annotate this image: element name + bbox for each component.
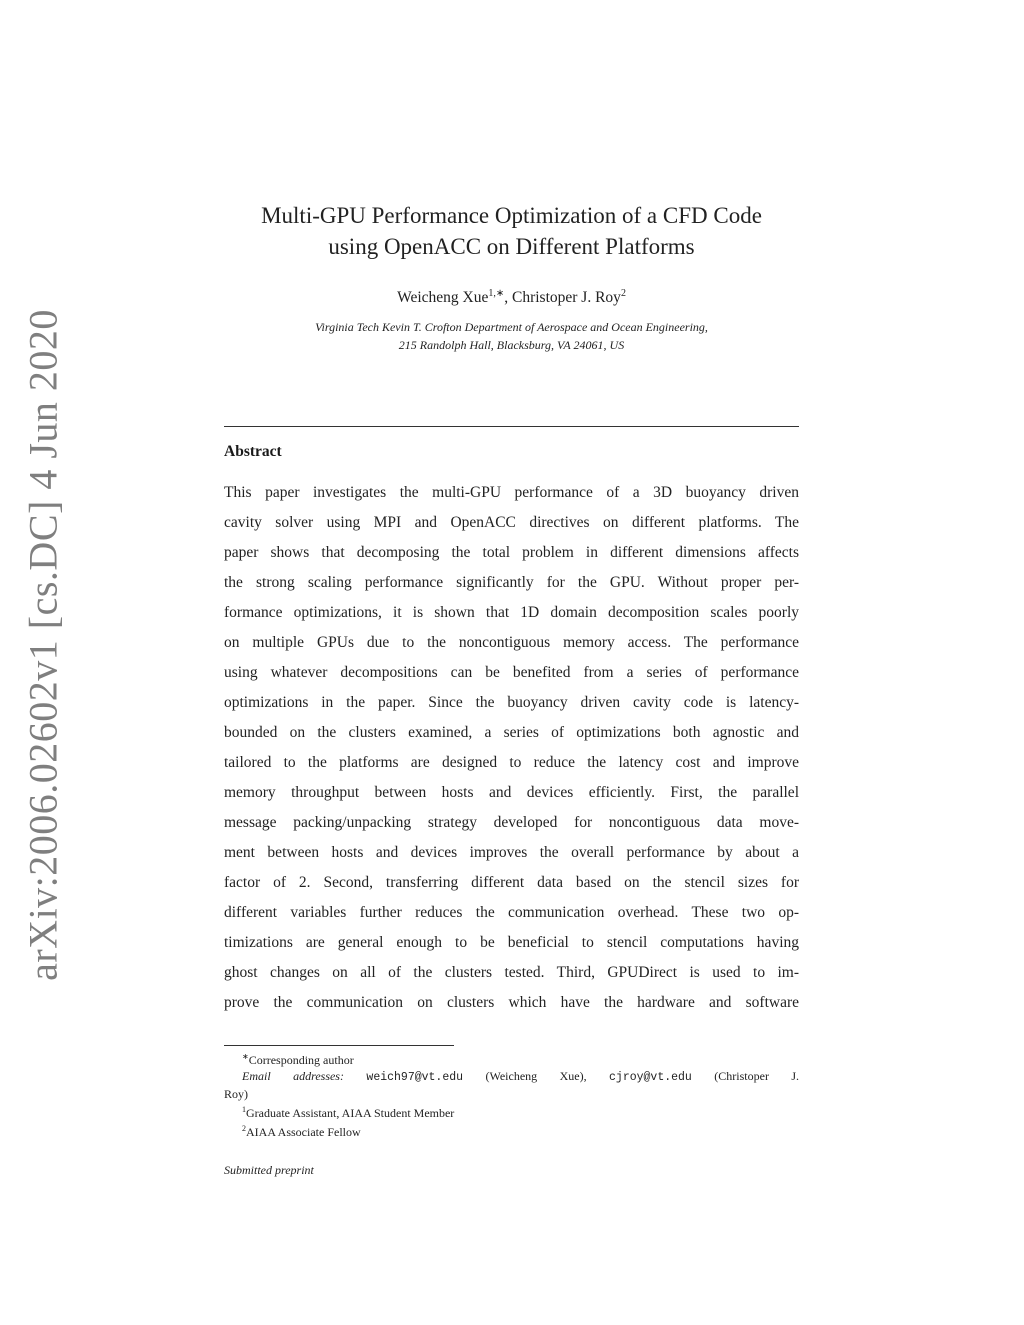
abstract-line: memory throughput between hosts and devices efficiently. First, the parallel bbox=[224, 784, 799, 801]
abstract-line: formance optimizations, it is shown that 1D domain decomposition scales poorly bbox=[224, 604, 799, 621]
abstract-line: bounded on the clusters examined, a series of optimizations both agnostic and bbox=[224, 724, 799, 741]
footnote-corresponding-text: Corresponding author bbox=[248, 1053, 354, 1067]
abstract-line: different variables further reduces the communication overhead. These two op- bbox=[224, 904, 799, 921]
footnote-divider bbox=[224, 1045, 454, 1046]
author-list bbox=[224, 288, 799, 307]
header-divider bbox=[224, 426, 799, 427]
arxiv-identifier-stamp: arXiv:2006.02602v1 [cs.DC] 4 Jun 2020 bbox=[20, 309, 66, 981]
author-1-name: Weicheng Xue bbox=[397, 289, 489, 307]
submitted-preprint-note: Submitted preprint bbox=[224, 1163, 314, 1177]
email-label: Email addresses: bbox=[242, 1069, 344, 1083]
abstract-line: cavity solver using MPI and OpenACC directives on different platforms. The bbox=[224, 514, 799, 531]
abstract-heading: Abstract bbox=[224, 443, 282, 460]
abstract-line: the strong scaling performance significantly for the GPU. Without proper per- bbox=[224, 574, 799, 591]
abstract-line: message packing/unpacking strategy developed for noncontiguous data move- bbox=[224, 814, 799, 831]
footnote-1-text: Graduate Assistant, AIAA Student Member bbox=[246, 1106, 455, 1120]
footnote-corresponding bbox=[224, 1049, 799, 1068]
abstract-line: tailored to the platforms are designed to reduce the latency cost and improve bbox=[224, 754, 799, 771]
email-owner-1: (Weicheng Xue), bbox=[485, 1069, 587, 1083]
footnote-1-mark: 1 bbox=[242, 1105, 246, 1114]
footnotes bbox=[224, 1049, 799, 1140]
abstract-body bbox=[224, 478, 799, 1018]
email-link-2[interactable]: cjroy@vt.edu bbox=[609, 1071, 692, 1084]
footnote-corresponding-mark: ∗ bbox=[242, 1052, 249, 1061]
abstract-line: paper shows that decomposing the total problem in different dimensions affects bbox=[224, 544, 799, 561]
paper-title-line-2: using OpenACC on Different Platforms bbox=[328, 234, 695, 259]
abstract-line: This paper investigates the multi-GPU performance of a 3D buoyancy driven bbox=[224, 484, 799, 501]
email-owner-2: (Christoper J. bbox=[714, 1069, 800, 1083]
affiliation bbox=[224, 318, 799, 354]
abstract-line: on multiple GPUs due to the noncontiguous memory access. The performance bbox=[224, 634, 799, 651]
abstract-line: using whatever decompositions can be benefited from a series of performance bbox=[224, 664, 799, 681]
author-1-marks: 1,∗ bbox=[488, 288, 505, 299]
email-link-1[interactable]: weich97@vt.edu bbox=[366, 1071, 464, 1084]
abstract-line: ment between hosts and devices improves the overall performance by about a bbox=[224, 844, 799, 861]
abstract-line: timizations are general enough to be beneficial to stencil computations having bbox=[224, 934, 799, 951]
author-separator: , bbox=[504, 289, 512, 307]
paper-title bbox=[224, 200, 799, 262]
footnote-1 bbox=[224, 1102, 799, 1121]
footnote-2-text: AIAA Associate Fellow bbox=[246, 1125, 361, 1139]
author-2-marks: 2 bbox=[620, 288, 626, 299]
affiliation-line-1: Virginia Tech Kevin T. Crofton Department of Aerospace and Ocean Engineering, bbox=[315, 320, 708, 334]
footnote-emails bbox=[224, 1068, 799, 1086]
footnote-2 bbox=[224, 1121, 799, 1140]
abstract-line: ghost changes on all of the clusters tested. Third, GPUDirect is used to im- bbox=[224, 964, 799, 981]
footnote-emails-continued: Roy) bbox=[224, 1087, 248, 1101]
abstract-line: optimizations in the paper. Since the buoyancy driven cavity code is latency- bbox=[224, 694, 799, 711]
affiliation-line-2: 215 Randolph Hall, Blacksburg, VA 24061, US bbox=[398, 338, 625, 352]
author-2-name: Christoper J. Roy bbox=[512, 289, 621, 307]
abstract-line: factor of 2. Second, transferring different data based on the stencil sizes for bbox=[224, 874, 799, 891]
paper-title-line-1: Multi-GPU Performance Optimization of a CFD Code bbox=[261, 203, 762, 228]
abstract-line: prove the communication on clusters which have the hardware and software bbox=[224, 994, 799, 1011]
footnote-2-mark: 2 bbox=[242, 1124, 246, 1133]
